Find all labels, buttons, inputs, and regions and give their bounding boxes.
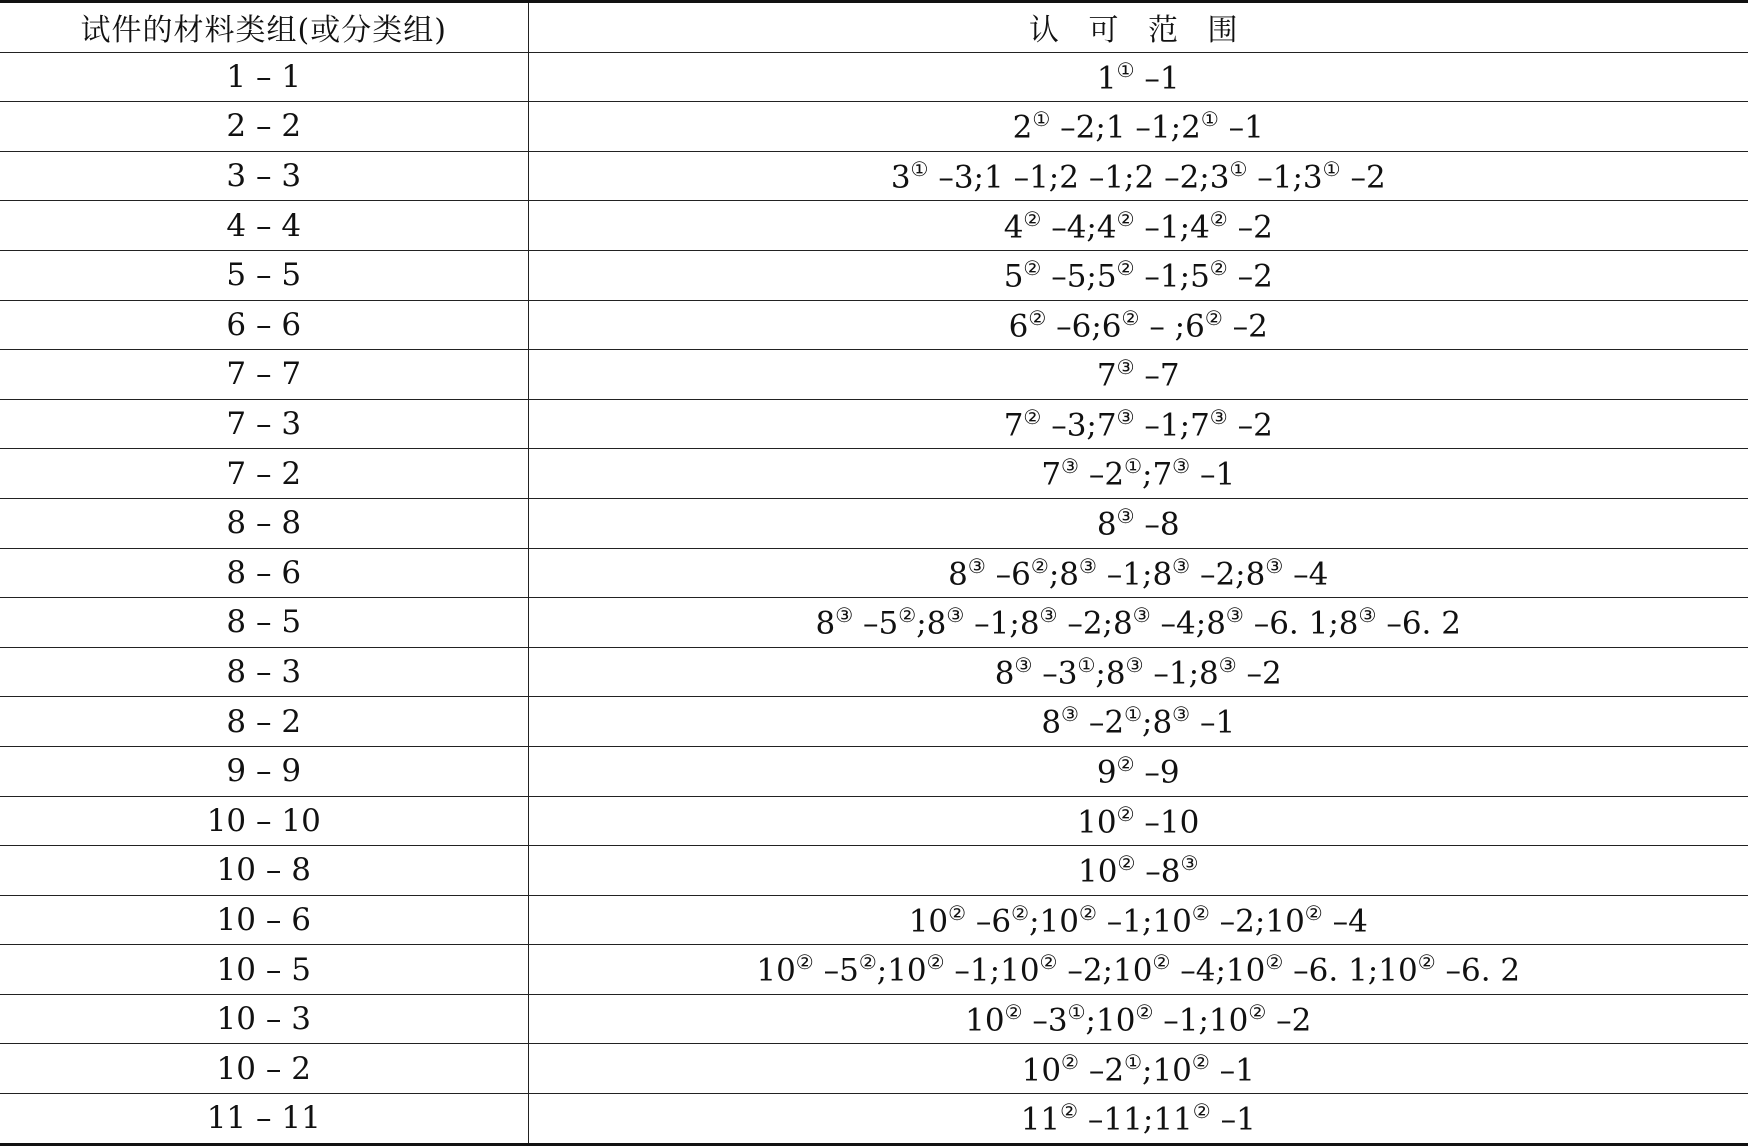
table-row (0, 697, 1748, 747)
table-row (0, 449, 1748, 499)
material-group-cell: 7 – 3 (0, 399, 528, 449)
recognition-range-cell (528, 250, 1748, 300)
recognition-range-text: 8③ –8 (1096, 504, 1180, 543)
material-group-cell: 5 – 5 (0, 250, 528, 300)
recognition-range-text: 10② –5②;10② –1;10② –2;10② –4;10② –6. 1;10② –6. 2 (756, 950, 1521, 989)
table-row (0, 151, 1748, 201)
recognition-range-cell (528, 548, 1748, 598)
material-group-cell: 10 – 2 (0, 1044, 528, 1094)
recognition-range-cell (528, 697, 1748, 747)
header-row (0, 2, 1748, 53)
recognition-range-cell (528, 52, 1748, 102)
recognition-range-cell (528, 399, 1748, 449)
recognition-range-cell (528, 796, 1748, 846)
table-row (0, 201, 1748, 251)
header-material-group: 试件的材料类组(或分类组) (0, 2, 528, 53)
recognition-range-cell (528, 1094, 1748, 1145)
recognition-range-text: 9② –9 (1096, 752, 1180, 791)
material-group-cell: 8 – 5 (0, 598, 528, 648)
recognition-range-text: 7③ –2①;7③ –1 (1041, 454, 1236, 493)
recognition-range-text: 10② –2①;10② –1 (1021, 1049, 1255, 1088)
material-group-cell: 10 – 8 (0, 846, 528, 896)
table-row (0, 52, 1748, 102)
table-row (0, 300, 1748, 350)
material-group-cell: 4 – 4 (0, 201, 528, 251)
recognition-range-text: 7② –3;7③ –1;7③ –2 (1003, 404, 1273, 444)
material-group-cell: 8 – 2 (0, 697, 528, 747)
table-row (0, 250, 1748, 300)
recognition-range-text: 8③ –5②;8③ –1;8③ –2;8③ –4;8③ –6. 1;8③ –6. 2 (815, 603, 1461, 642)
recognition-range-text: 5② –5;5② –1;5② –2 (1003, 256, 1273, 295)
recognition-range-cell (528, 846, 1748, 896)
material-group-cell: 8 – 3 (0, 647, 528, 697)
recognition-range-text: 8③ –6②;8③ –1;8③ –2;8③ –4 (948, 553, 1329, 592)
material-group-cell: 6 – 6 (0, 300, 528, 350)
material-group-cell: 9 – 9 (0, 746, 528, 796)
recognition-range-text: 8③ –3①;8③ –1;8③ –2 (994, 652, 1282, 692)
recognition-range-text: 7③ –7 (1096, 355, 1180, 394)
recognition-range-cell (528, 498, 1748, 548)
table-row (0, 994, 1748, 1044)
recognition-range-text: 10② –10 (1077, 801, 1200, 840)
table-row (0, 1094, 1748, 1145)
recognition-range-cell (528, 350, 1748, 400)
table-row (0, 846, 1748, 896)
material-group-cell: 1 – 1 (0, 52, 528, 102)
material-group-cell: 11 – 11 (0, 1094, 528, 1145)
table-row (0, 399, 1748, 449)
recognition-range-cell (528, 102, 1748, 152)
material-group-cell: 10 – 5 (0, 945, 528, 995)
recognition-range-cell (528, 151, 1748, 201)
recognition-range-cell (528, 945, 1748, 995)
recognition-range-cell (528, 1044, 1748, 1094)
material-group-cell: 3 – 3 (0, 151, 528, 201)
table-row (0, 945, 1748, 995)
material-group-cell: 7 – 2 (0, 449, 528, 499)
material-group-cell: 10 – 10 (0, 796, 528, 846)
table-row (0, 647, 1748, 697)
material-group-cell: 2 – 2 (0, 102, 528, 152)
recognition-range-cell (528, 449, 1748, 499)
recognition-range-text: 2① –2;1 –1;2① –1 (1012, 107, 1264, 146)
table-row (0, 498, 1748, 548)
recognition-range-cell (528, 598, 1748, 648)
table-row (0, 746, 1748, 796)
material-group-cell: 8 – 6 (0, 548, 528, 598)
material-group-cell: 8 – 8 (0, 498, 528, 548)
table-row (0, 350, 1748, 400)
table-row (0, 1044, 1748, 1094)
recognition-range-cell (528, 201, 1748, 251)
recognition-range-text: 1① –1 (1096, 57, 1180, 97)
recognition-range-text: 10② –3①;10② –1;10② –2 (965, 1000, 1312, 1039)
recognition-range-text: 6② –6;6② – ;6② –2 (1008, 305, 1268, 345)
recognition-range-text: 3① –3;1 –1;2 –1;2 –2;3① –1;3① –2 (890, 156, 1386, 196)
table-row (0, 102, 1748, 152)
table-row (0, 548, 1748, 598)
recognition-range-text: 10② –8③ (1078, 851, 1199, 890)
recognition-range-cell (528, 300, 1748, 350)
recognition-range-text: 10② –6②;10② –1;10② –2;10② –4 (908, 900, 1368, 940)
recognition-range-cell (528, 746, 1748, 796)
table-row (0, 796, 1748, 846)
recognition-range-text: 11② –11;11② –1 (1020, 1099, 1256, 1138)
material-group-cell: 10 – 6 (0, 895, 528, 945)
table-row (0, 598, 1748, 648)
header-recognition-range: 认 可 范 围 (528, 2, 1748, 53)
recognition-range-cell (528, 994, 1748, 1044)
recognition-range-cell (528, 895, 1748, 945)
recognition-range-cell (528, 647, 1748, 697)
recognition-range-text: 8③ –2①;8③ –1 (1041, 702, 1236, 741)
table-row (0, 895, 1748, 945)
table-body (0, 52, 1748, 1144)
material-group-cell: 10 – 3 (0, 994, 528, 1044)
material-group-cell: 7 – 7 (0, 350, 528, 400)
recognition-range-text: 4② –4;4② –1;4② –2 (1003, 206, 1273, 245)
